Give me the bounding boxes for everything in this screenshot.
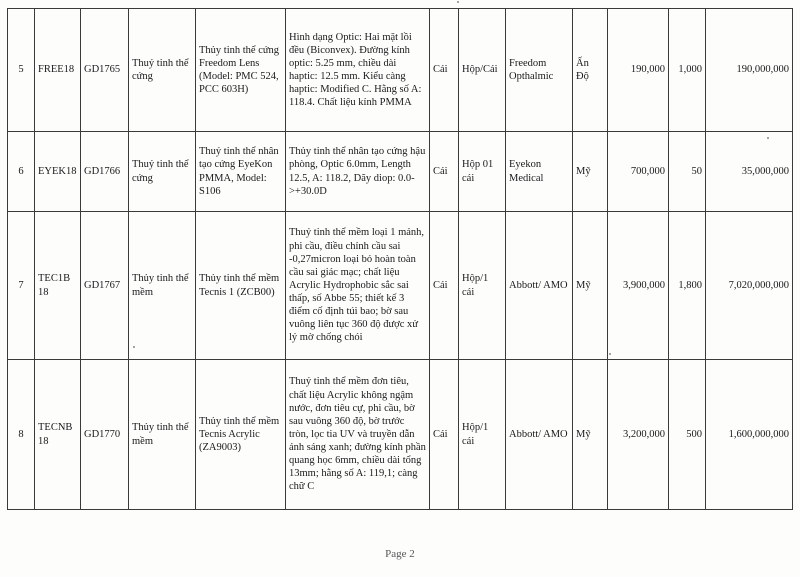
table-row — [8, 9, 793, 132]
cell-stt: 6 — [8, 132, 35, 212]
cell-name: Thuỷ tinh thể cứng — [129, 9, 196, 132]
cell-model: Thuỷ tinh thể nhân tạo cứng EyeKon PMMA, Model: S106 — [196, 132, 286, 212]
cell-code: TEC1B 18 — [35, 212, 81, 360]
cell-unit: Cái — [430, 9, 459, 132]
cell-code: TECNB 18 — [35, 360, 81, 510]
scan-speck — [457, 1, 459, 3]
cell-manufacturer: Freedom Opthalmic — [506, 9, 573, 132]
cell-unit: Cái — [430, 132, 459, 212]
cell-model: Thủy tinh thể mềm Tecnis 1 (ZCB00) — [196, 212, 286, 360]
cell-manufacturer: Abbott/ AMO — [506, 212, 573, 360]
cell-price: 3,900,000 — [608, 212, 669, 360]
cell-price: 3,200,000 — [608, 360, 669, 510]
cell-origin: Mỹ — [573, 212, 608, 360]
cell-qty: 1,000 — [669, 9, 706, 132]
cell-model: Thủy tinh thể cứng Freedom Lens (Model: PMC 524, PCC 603H) — [196, 9, 286, 132]
cell-price: 700,000 — [608, 132, 669, 212]
table-row — [8, 212, 793, 360]
cell-code: EYEK18 — [35, 132, 81, 212]
cell-total: 1,600,000,000 — [706, 360, 793, 510]
cell-pack: Hộp/1 cái — [459, 212, 506, 360]
cell-gd: GD1765 — [81, 9, 129, 132]
cell-unit: Cái — [430, 360, 459, 510]
cell-gd: GD1770 — [81, 360, 129, 510]
cell-code: FREE18 — [35, 9, 81, 132]
cell-origin: Mỹ — [573, 132, 608, 212]
cell-pack: Hộp 01 cái — [459, 132, 506, 212]
cell-description: Thuỷ tinh thể mềm loại 1 mảnh, phi cầu, điều chỉnh cầu sai -0,27micron loại bỏ hoàn toàn cầu sai giác mạc; chất liệu Acrylic Hydrophobic sắc sai thấp, số Abbe 55; thiết kế 3 điểm cố định túi bao; bờ sau vuông liên tục 360 độ được xử lý mờ chống chói — [286, 212, 430, 360]
cell-gd: GD1766 — [81, 132, 129, 212]
cell-gd: GD1767 — [81, 212, 129, 360]
table-row — [8, 360, 793, 510]
cell-total: 7,020,000,000 — [706, 212, 793, 360]
cell-origin: Ấn Độ — [573, 9, 608, 132]
cell-stt: 5 — [8, 9, 35, 132]
scan-speck — [133, 346, 135, 348]
cell-pack: Hộp/Cái — [459, 9, 506, 132]
page-number: Page 2 — [385, 548, 415, 560]
cell-pack: Hộp/1 cái — [459, 360, 506, 510]
cell-description: Thuỷ tinh thể mềm đơn tiêu, chất liệu Acrylic không ngậm nước, đơn tiêu cự, phi cầu, bờ sau vuông 360 độ, bờ trước tròn, lọc tia UV và truyền dẫn ánh sáng xanh; đường kính phần quang học 6mm, chiều dài tổng 13mm; hằng số A: 119,1; càng chữ C — [286, 360, 430, 510]
cell-origin: Mỹ — [573, 360, 608, 510]
cell-description: Hình dạng Optic: Hai mặt lồi đều (Biconvex). Đường kính optic: 5.25 mm, chiều dài haptic: 12.5 mm. Kiểu càng haptic: Modified C. Hằng số A: 118.4. Chất liệu kính PMMA — [286, 9, 430, 132]
cell-total: 35,000,000 — [706, 132, 793, 212]
cell-manufacturer: Eyekon Medical — [506, 132, 573, 212]
cell-stt: 7 — [8, 212, 35, 360]
cell-qty: 50 — [669, 132, 706, 212]
cell-unit: Cái — [430, 212, 459, 360]
cell-qty: 500 — [669, 360, 706, 510]
cell-name: Thủy tinh thể mềm — [129, 212, 196, 360]
cell-manufacturer: Abbott/ AMO — [506, 360, 573, 510]
scan-speck — [767, 137, 769, 139]
items-table — [7, 8, 793, 510]
cell-name: Thuỷ tinh thể cứng — [129, 132, 196, 212]
scan-speck — [609, 353, 611, 355]
cell-name: Thủy tinh thể mềm — [129, 360, 196, 510]
cell-model: Thủy tinh thể mềm Tecnis Acrylic (ZA9003) — [196, 360, 286, 510]
cell-price: 190,000 — [608, 9, 669, 132]
table-row — [8, 132, 793, 212]
cell-qty: 1,800 — [669, 212, 706, 360]
cell-stt: 8 — [8, 360, 35, 510]
cell-total: 190,000,000 — [706, 9, 793, 132]
cell-description: Thủy tinh thể nhân tạo cứng hậu phòng, Optic 6.0mm, Length 12.5, A: 118.2, Dãy diop: 0.0->+30.0D — [286, 132, 430, 212]
